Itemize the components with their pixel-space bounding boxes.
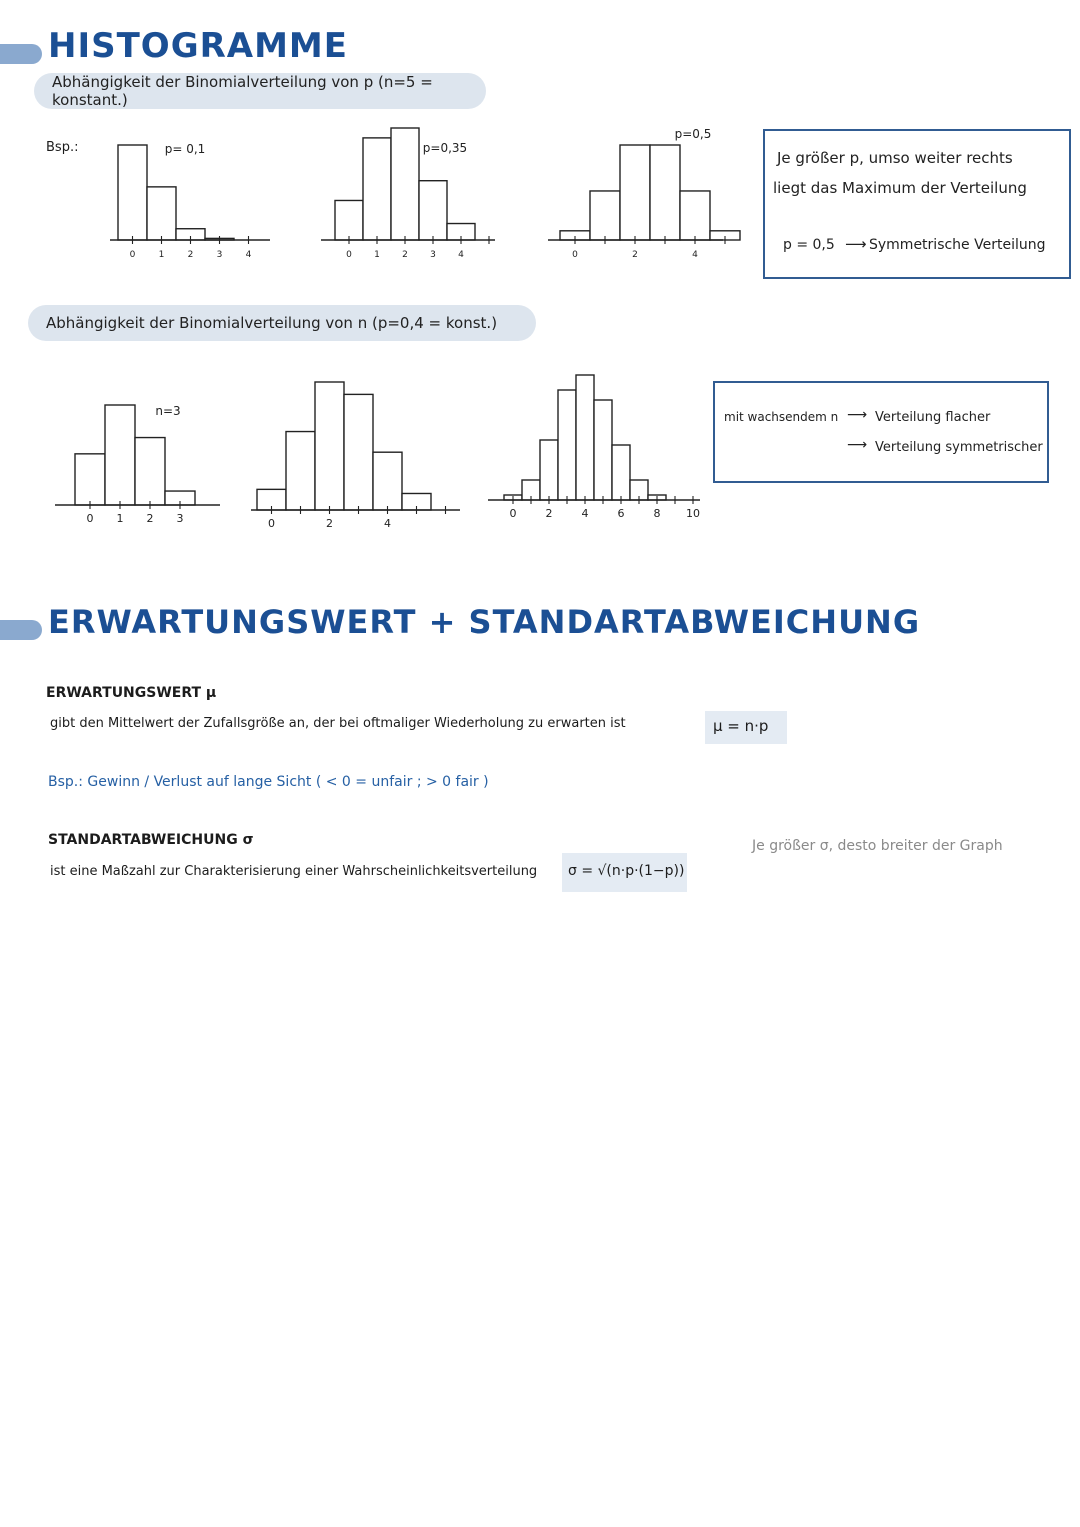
x-tick-label: 2: [402, 250, 408, 260]
chart-label: n=3: [155, 404, 181, 418]
x-tick-label: 4: [581, 507, 589, 520]
histogram-p-0-35: [315, 120, 495, 265]
x-tick-label: 3: [176, 512, 184, 525]
x-tick-label: 4: [245, 250, 252, 260]
x-tick-label: 2: [326, 517, 333, 530]
note-p-line1: Je größer p, umso weiter rechts: [777, 149, 1013, 167]
histogram-bar: [540, 440, 558, 500]
histogram-bar: [335, 200, 363, 240]
x-tick-label: 3: [216, 250, 223, 260]
histogram-p-0-1: [100, 135, 280, 265]
x-tick-label: 0: [572, 250, 578, 260]
chart-label: p=0,5: [674, 127, 712, 141]
histogram-bar: [650, 145, 680, 240]
sd-note: Je größer σ, desto breiter der Graph: [752, 838, 1003, 854]
bsp-label: Bsp.:: [46, 140, 79, 155]
x-tick-label: 8: [653, 507, 661, 520]
note-box-p: [763, 129, 1071, 279]
x-tick-label: 2: [632, 250, 638, 260]
histogram-bar: [620, 145, 650, 240]
x-tick-label: 0: [86, 512, 94, 525]
subtitle-text: Abhängigkeit der Binomialverteilung von p (n=5 = konstant.): [52, 73, 433, 109]
histogram-bar: [419, 181, 447, 240]
x-tick-label: 2: [146, 512, 154, 525]
histogram-bar: [373, 452, 402, 510]
histogram-bar: [135, 438, 165, 505]
x-tick-label: 1: [374, 250, 380, 260]
x-tick-label: 4: [384, 517, 391, 530]
histogram-bar: [391, 128, 419, 240]
x-tick-label: 0: [346, 250, 352, 260]
sd-heading: STANDARTABWEICHUNG σ: [48, 832, 254, 848]
x-tick-label: 4: [692, 250, 698, 260]
note-box-n: [713, 381, 1049, 483]
histogram-bar: [75, 454, 105, 505]
arrow-right-icon: ⟶: [847, 407, 868, 423]
subtitle-n-text: Abhängigkeit der Binomialverteilung von n (p=0,4 = konst.): [46, 314, 498, 332]
sd-text: ist eine Maßzahl zur Charakterisierung einer Wahrscheinlichkeitsverteilung: [50, 864, 538, 879]
histogram-bar: [118, 145, 147, 240]
x-tick-label: 2: [545, 507, 553, 520]
page-title: HISTOGRAMME: [48, 26, 348, 66]
histogram-bar: [594, 400, 612, 500]
chart-label: p=0,35: [422, 141, 468, 155]
histogram-bar: [558, 390, 576, 500]
histogram-n-large: [480, 365, 700, 530]
arrow-right-icon: ⟶: [847, 437, 868, 453]
x-tick-label: 2: [187, 250, 194, 260]
histogram-bar: [105, 405, 135, 505]
ew-example: Bsp.: Gewinn / Verlust auf lange Sicht ( < 0 = unfair ; > 0 fair ): [48, 774, 489, 790]
x-tick-label: 0: [509, 507, 517, 520]
histogram-bar: [147, 187, 176, 240]
histogram-bar: [315, 382, 344, 510]
ew-heading: ERWARTUNGSWERT μ: [46, 685, 217, 701]
histogram-bar: [680, 191, 710, 240]
histogram-bar: [344, 394, 373, 510]
histogram-bar: [363, 138, 391, 240]
heading-accent-bar: [0, 44, 42, 64]
note-p-line2: liegt das Maximum der Verteilung: [773, 179, 1027, 197]
histogram-bar: [286, 432, 315, 510]
x-tick-label: 3: [430, 250, 436, 260]
note-p-line3-right: Symmetrische Verteilung: [869, 237, 1046, 253]
note-n-line2: Verteilung symmetrischer: [875, 440, 1043, 455]
x-tick-label: 1: [116, 512, 124, 525]
note-p-line3-left: p = 0,5: [783, 237, 835, 253]
note-n-line1-left: mit wachsendem n: [724, 410, 839, 424]
x-tick-label: 0: [129, 250, 136, 260]
x-tick-label: 4: [458, 250, 464, 260]
x-tick-label: 6: [617, 507, 625, 520]
arrow-right-icon: ⟶: [845, 235, 867, 253]
subtitle-pill-n: [28, 305, 536, 341]
x-tick-label: 1: [158, 250, 165, 260]
x-tick-label: 0: [268, 517, 275, 530]
histogram-n-3: [50, 395, 220, 535]
x-tick-label: 10: [686, 507, 700, 520]
histogram-bar: [590, 191, 620, 240]
heading-accent-bar: [0, 620, 42, 640]
histogram-bar: [576, 375, 594, 500]
ew-formula: μ = n·p: [713, 717, 769, 735]
chart-label: p= 0,1: [164, 142, 206, 156]
histogram-bar: [612, 445, 630, 500]
subtitle-pill: [34, 73, 486, 109]
note-n-line1-right: Verteilung flacher: [875, 410, 991, 425]
histogram-p-0-5: [545, 120, 745, 265]
sd-formula: σ = √(n·p·(1−p)): [568, 863, 685, 879]
ew-text: gibt den Mittelwert der Zufallsgröße an, der bei oftmaliger Wiederholung zu erwarten ist: [50, 716, 626, 731]
section-title: ERWARTUNGSWERT + STANDARTABWEICHUNG: [48, 603, 921, 641]
histogram-n-medium: [245, 355, 460, 535]
